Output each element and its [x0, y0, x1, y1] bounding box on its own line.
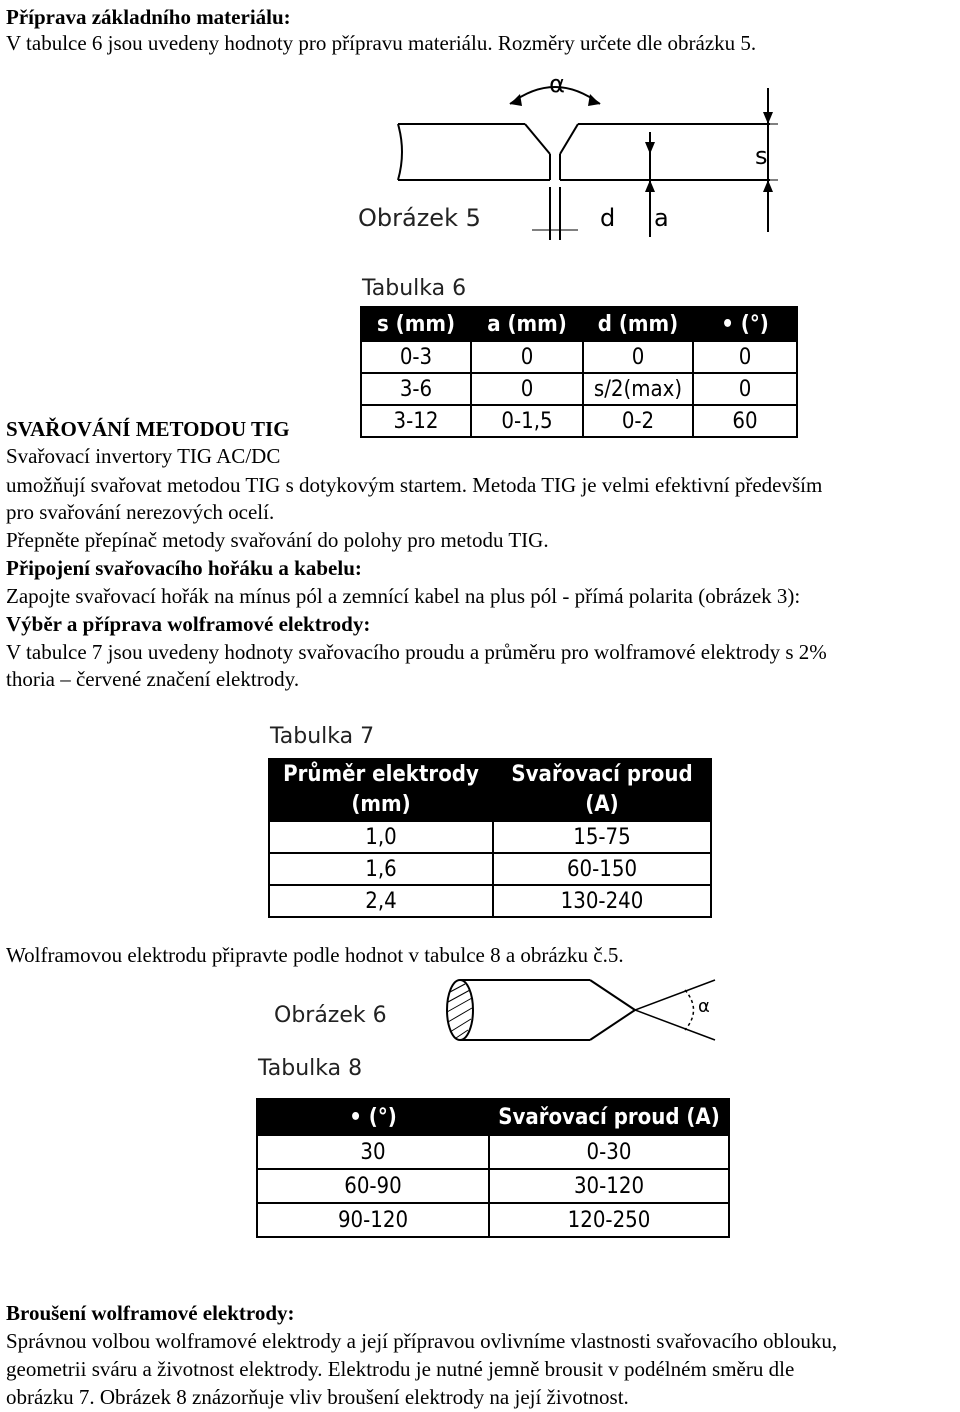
- table-cell: 1,0: [269, 821, 493, 853]
- tig-heading: SVAŘOVÁNÍ METODOU TIG: [6, 417, 290, 441]
- table7-header-row: [269, 759, 711, 821]
- table-cell: 0-3: [361, 341, 471, 373]
- table6-header-row: [361, 307, 797, 341]
- grinding-heading: Broušení wolframové elektrody:: [6, 1301, 295, 1325]
- tig-text-line: Svařovací invertory TIG AC/DC: [6, 444, 281, 468]
- fig5-s-label: s: [755, 142, 768, 170]
- table-cell: 60-90: [257, 1169, 489, 1203]
- table8-header: • (°): [257, 1099, 489, 1135]
- tig-text-line: umožňují svařovat metodou TIG s dotykovým startem. Metoda TIG je velmi efektivní především: [6, 473, 823, 497]
- table7-header: [493, 759, 711, 821]
- torch-heading: Připojení svařovacího hořáku a kabelu:: [6, 556, 362, 580]
- table8-header-row: [257, 1099, 729, 1135]
- table-cell: 1,6: [269, 853, 493, 885]
- table-cell: 0-2: [583, 405, 693, 437]
- table-cell: 130-240: [493, 885, 711, 917]
- table-cell: 30: [257, 1135, 489, 1169]
- table-cell: 0: [693, 373, 797, 405]
- table-cell: 0: [471, 373, 583, 405]
- table8-title: Tabulka 8: [258, 1056, 363, 1081]
- tig-text-line: Přepněte přepínač metody svařování do polohy pro metodu TIG.: [6, 528, 549, 552]
- fig6-alpha-label: α: [698, 996, 710, 1017]
- torch-text: Zapojte svařovací hořák na mínus pól a zemnící kabel na plus pól - přímá polarita (obrázek 3):: [6, 584, 801, 608]
- table-row: [257, 1203, 729, 1237]
- table6-header: • (°): [693, 307, 797, 341]
- fig5-a-label: a: [654, 204, 669, 232]
- tig-text-line: pro svařování nerezových ocelí.: [6, 500, 275, 524]
- grinding-text-line: obrázku 7. Obrázek 8 znázorňuje vliv broušení elektrody na její životnost.: [6, 1385, 629, 1409]
- table-row: [361, 341, 797, 373]
- electrode-text-line: V tabulce 7 jsou uvedeny hodnoty svařovacího proudu a průměru pro wolframové elektrody s 2%: [6, 640, 827, 664]
- figure-6-electrode-diagram: [260, 972, 730, 1052]
- table8-header: Svařovací proud (A): [489, 1099, 729, 1135]
- table6-header: d (mm): [583, 307, 693, 341]
- prep-text: Wolframovou elektrodu připravte podle hodnot v tabulce 8 a obrázku č.5.: [6, 943, 624, 967]
- table-cell: 60-150: [493, 853, 711, 885]
- table-row: [257, 1135, 729, 1169]
- table7-header-line: Průměr elektrody: [283, 762, 479, 787]
- table7-header-line: Svařovací proud: [511, 762, 693, 787]
- table-cell: 120-250: [489, 1203, 729, 1237]
- table-cell: 3-6: [361, 373, 471, 405]
- grinding-text-line: geometrii sváru a životnost elektrody. Elektrodu je nutné jemně brousit v podélném směru dle: [6, 1357, 795, 1381]
- table-7: [268, 758, 712, 918]
- table7-header-line: (mm): [351, 792, 411, 817]
- table-cell: 0-30: [489, 1135, 729, 1169]
- table-row: [269, 821, 711, 853]
- fig5-caption: Obrázek 5: [358, 204, 481, 232]
- table-row: [269, 853, 711, 885]
- table-cell: 3-12: [361, 405, 471, 437]
- table-cell: 0: [471, 341, 583, 373]
- table-row: [257, 1169, 729, 1203]
- fig5-alpha-label: α: [549, 70, 565, 98]
- table-cell: 90-120: [257, 1203, 489, 1237]
- grinding-text-line: Správnou volbou wolframové elektrody a její přípravou ovlivníme vlastnosti svařovacího oblouku,: [6, 1329, 838, 1353]
- table6-header: a (mm): [471, 307, 583, 341]
- fig5-d-label: d: [600, 204, 616, 232]
- table-cell: 15-75: [493, 821, 711, 853]
- table7-title: Tabulka 7: [270, 724, 375, 749]
- table6-title: Tabulka 6: [362, 276, 467, 301]
- table-cell: 30-120: [489, 1169, 729, 1203]
- table7-header: [269, 759, 493, 821]
- table-cell: 60: [693, 405, 797, 437]
- fig6-caption: Obrázek 6: [274, 1003, 387, 1028]
- table-cell: 0-1,5: [471, 405, 583, 437]
- figure-5-joint-diagram: [350, 62, 780, 242]
- table-cell: 0: [693, 341, 797, 373]
- material-heading: Příprava základního materiálu:: [6, 5, 291, 29]
- table-row: [269, 885, 711, 917]
- table-cell: s/2(max): [583, 373, 693, 405]
- table-row: [361, 373, 797, 405]
- electrode-text-line: thoria – červené značení elektrody.: [6, 667, 300, 691]
- electrode-heading: Výběr a příprava wolframové elektrody:: [6, 612, 371, 636]
- table-cell: 0: [583, 341, 693, 373]
- table-6: [360, 306, 798, 438]
- table-cell: 2,4: [269, 885, 493, 917]
- table-8: [256, 1098, 730, 1238]
- table-row: [361, 405, 797, 437]
- table6-header: s (mm): [361, 307, 471, 341]
- table7-header-line: (A): [585, 792, 619, 817]
- material-text: V tabulce 6 jsou uvedeny hodnoty pro přípravu materiálu. Rozměry určete dle obrázku 5.: [6, 31, 757, 55]
